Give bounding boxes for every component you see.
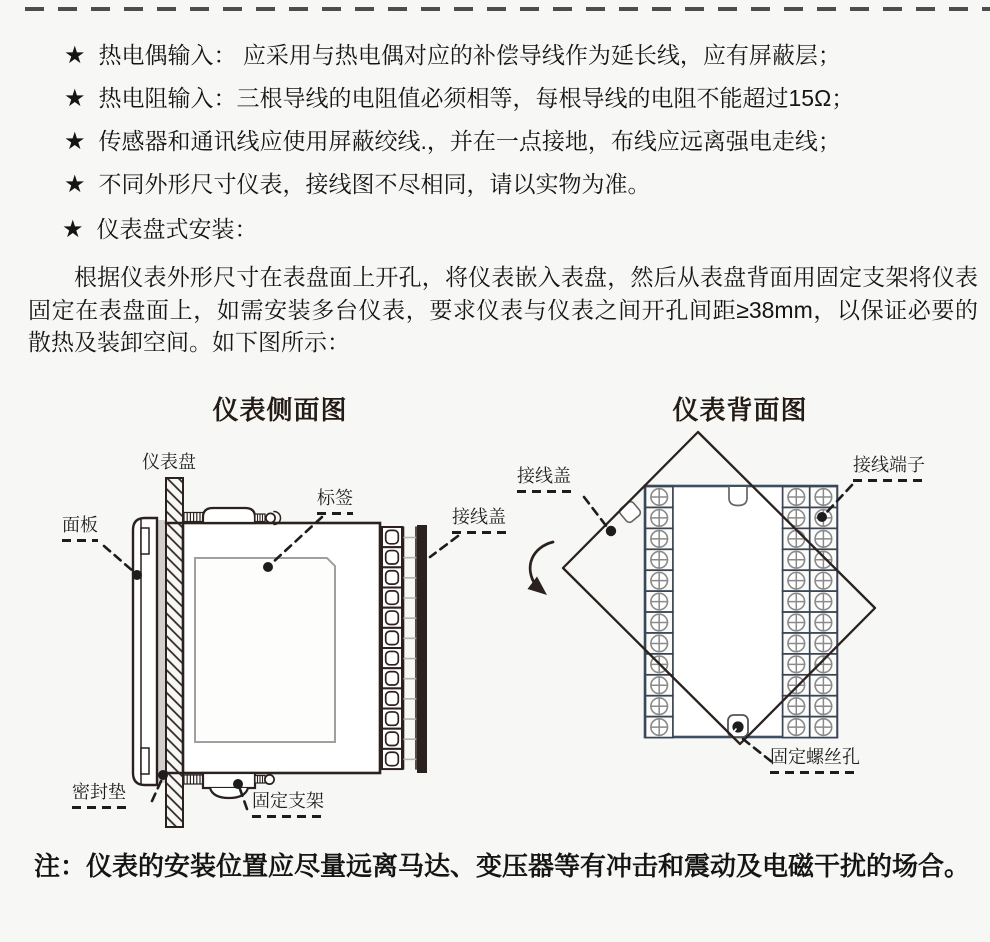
star-icon: ★ bbox=[64, 85, 86, 112]
seal-gasket bbox=[158, 520, 166, 783]
back-view-diagram bbox=[528, 432, 876, 762]
bullet-rtd bbox=[64, 85, 854, 112]
star-icon: ★ bbox=[62, 216, 84, 243]
cover-clip-tab bbox=[618, 500, 642, 524]
terminal-screws-right-column-1 bbox=[783, 487, 810, 738]
front-bezel bbox=[133, 518, 157, 785]
label-panel-board: 仪表盘 bbox=[142, 452, 196, 472]
star-icon: ★ bbox=[64, 42, 86, 69]
bullet-panel-mount bbox=[62, 216, 258, 243]
bullet-dimensions bbox=[64, 171, 651, 198]
installation-diagrams bbox=[0, 420, 990, 860]
side-view-diagram bbox=[104, 478, 458, 827]
bullet-thermocouple bbox=[64, 42, 841, 69]
label-terminal-cover-back: 接线盖 bbox=[517, 466, 571, 493]
side-view-title: 仪表侧面图 bbox=[212, 396, 348, 425]
label-terminal-block: 接线端子 bbox=[853, 455, 925, 482]
label-sticker: 标签 bbox=[317, 488, 353, 515]
top-notch bbox=[729, 487, 747, 506]
panel-wall-hatched bbox=[166, 478, 183, 827]
bottom-note: 注：仪表的安装位置应尽量远离马达、变压器等有冲击和震动及电磁干扰的场合。 bbox=[34, 851, 971, 881]
top-dashed-divider bbox=[25, 7, 990, 11]
label-terminal-cover-side: 接线盖 bbox=[452, 507, 506, 534]
label-sticker-area bbox=[195, 558, 335, 742]
terminal-cover-bar bbox=[417, 525, 427, 773]
label-seal-gasket: 密封垫 bbox=[72, 782, 126, 809]
rotate-arrow-icon bbox=[528, 542, 554, 595]
bullet-text: 热电阻输入：三根导线的电阻值必须相等，每根导线的电阻不能超过15Ω； bbox=[98, 85, 855, 111]
star-icon: ★ bbox=[64, 171, 86, 198]
terminal-screws-left-column bbox=[646, 487, 673, 738]
installation-paragraph: 根据仪表外形尺寸在表盘面上开孔，将仪表嵌入表盘，然后从表盘背面用固定支架将仪表固定在表盘面上，如需安装多台仪表，要求仪表与仪表之间开孔间距≥38mm，以保证必要的散热及装卸空间。如下图所示： bbox=[28, 264, 978, 355]
label-front-panel: 面板 bbox=[62, 515, 98, 542]
star-icon: ★ bbox=[64, 128, 86, 155]
label-fixing-bracket: 固定支架 bbox=[252, 791, 324, 818]
ladder-rungs bbox=[404, 538, 416, 760]
bullet-text: 热电偶输入： 应采用与热电偶对应的补偿导线作为延长线，应有屏蔽层； bbox=[98, 42, 841, 68]
bullet-text: 不同外形尺寸仪表，接线图不尽相同，请以实物为准。 bbox=[98, 171, 651, 197]
back-view-title: 仪表背面图 bbox=[672, 396, 808, 425]
terminal-block-side bbox=[382, 527, 402, 769]
bullet-text: 传感器和通讯线应使用屏蔽绞线.，并在一点接地，布线应远离强电走线； bbox=[98, 128, 841, 154]
terminal-screws-right-column-2 bbox=[810, 487, 837, 738]
bullet-text: 仪表盘式安装： bbox=[96, 216, 258, 242]
label-fixing-screw-hole: 固定螺丝孔 bbox=[770, 747, 860, 774]
terminal-ladder bbox=[404, 527, 417, 769]
bullet-sensor-wiring bbox=[64, 128, 841, 155]
